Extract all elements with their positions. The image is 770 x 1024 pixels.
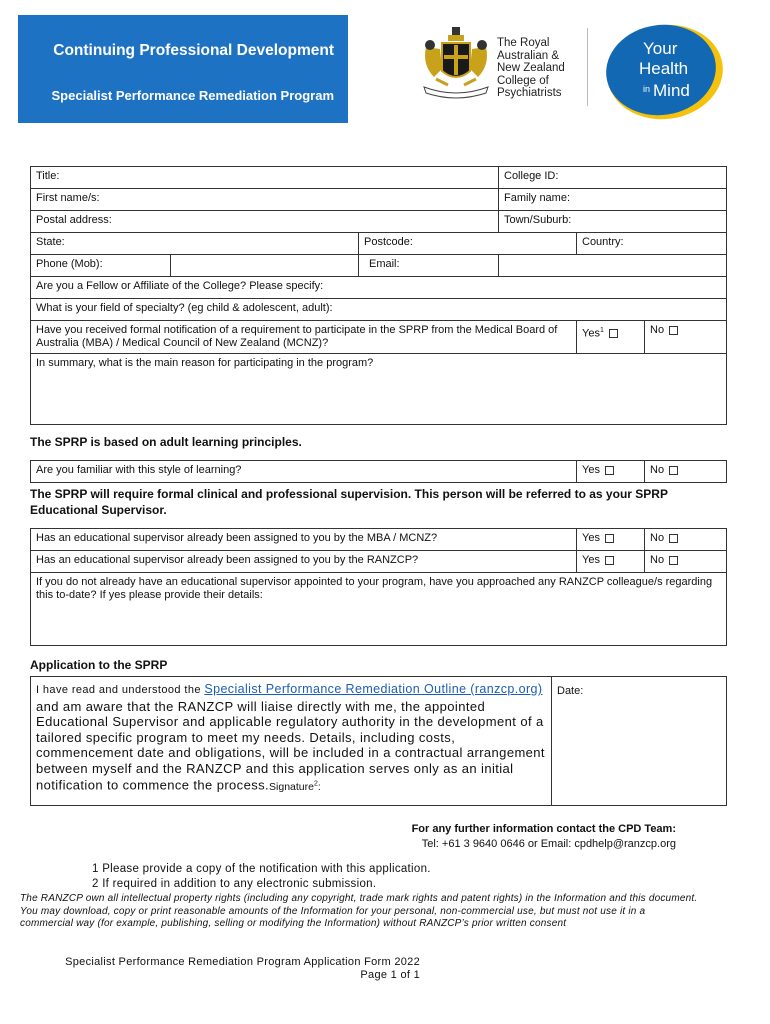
- checkbox[interactable]: [609, 329, 618, 338]
- checkbox[interactable]: [669, 534, 678, 543]
- legal-notice: The RANZCP own all intellectual property rights (including any copyright, trade mark rights and patent rights) in the Information and this document. You may download, copy or print reasonable amounts of the Information for your personal, non-commercial use, but must not use it in a commercial way (for example, publishing, selling or modifying the Information) without RANZCP’s prior written consent: [20, 893, 698, 929]
- notification-yes-option[interactable]: Yes$^1$: [577, 321, 645, 354]
- signature-label: Signature$^2$:: [269, 780, 321, 793]
- supervision-heading: The SPRP will require formal clinical and professional supervision. This person will be referred to as your SPRP Educational Supervisor.: [30, 487, 668, 517]
- college-id-field[interactable]: College ID:: [499, 167, 727, 189]
- personal-details-table: [30, 166, 727, 425]
- header-banner: [18, 15, 348, 123]
- email-label: Email:: [359, 255, 499, 277]
- fellow-field[interactable]: Are you a Fellow or Affiliate of the College? Please specify:: [31, 277, 727, 299]
- familiar-table: [30, 460, 727, 483]
- banner-title: Continuing Professional Development: [53, 42, 334, 59]
- checkbox[interactable]: [605, 466, 614, 475]
- title-field[interactable]: Title:: [31, 167, 499, 189]
- checkbox[interactable]: [669, 466, 678, 475]
- approached-field[interactable]: If you do not already have an educational supervisor appointed to your program, have you approached any RANZCP colleague/s regarding this to-date? If yes please provide their details:: [31, 573, 727, 646]
- checkbox[interactable]: [605, 534, 614, 543]
- checkbox[interactable]: [669, 556, 678, 565]
- familiar-no-option[interactable]: No: [645, 461, 727, 483]
- logo-word-mind: Mind: [653, 81, 690, 100]
- college-name: The Royal Australian & New Zealand College of Psychiatrists: [497, 37, 565, 99]
- footnote-1: 1 Please provide a copy of the notification with this application.: [92, 863, 431, 875]
- family-name-field[interactable]: Family name:: [499, 189, 727, 211]
- college-crest-icon: [420, 25, 492, 105]
- supervisor-ranzcp-yes-option[interactable]: Yes: [577, 551, 645, 573]
- logo-word-in: in: [643, 84, 651, 94]
- footnote-2: 2 If required in addition to any electronic submission.: [92, 878, 377, 890]
- postal-address-field[interactable]: Postal address:: [31, 211, 499, 233]
- postcode-field[interactable]: Postcode:: [359, 233, 577, 255]
- logo-word-your: Your: [643, 39, 678, 58]
- supervisor-mba-no-option[interactable]: No: [645, 529, 727, 551]
- logo-word-health: Health: [639, 59, 689, 78]
- your-health-in-mind-logo: [603, 24, 725, 124]
- checkbox[interactable]: [669, 326, 678, 335]
- sprp-outline-link[interactable]: Specialist Performance Remediation Outline (ranzcp.org): [204, 682, 543, 696]
- checkbox[interactable]: [605, 556, 614, 565]
- supervisor-ranzcp-no-option[interactable]: No: [645, 551, 727, 573]
- supervisor-mba-yes-option[interactable]: Yes: [577, 529, 645, 551]
- application-table: [30, 676, 727, 806]
- contact-block: [412, 822, 676, 852]
- town-field[interactable]: Town/Suburb:: [499, 211, 727, 233]
- supervisor-ranzcp-question: Has an educational supervisor already been assigned to you by the RANZCP?: [31, 551, 577, 573]
- email-input[interactable]: [499, 255, 727, 277]
- contact-details: Tel: +61 3 9640 0646 or Email: cpdhelp@ranzcp.org: [421, 838, 676, 850]
- phone-input[interactable]: [171, 255, 359, 277]
- country-field[interactable]: Country:: [577, 233, 727, 255]
- application-statement: I have read and understood the Specialist Performance Remediation Outline (ranzcp.org) and am aware that the RANZCP will liaise directly with me, the appointed Educational Supervisor and applicable regulatory authority in the development of a tailored specific program to meet my needs. Details, including costs, commencement date and obligations, will be included in a contractual arrangement between myself and the RANZCP and this application serves only as an initial notification to commence the process.Signature$^2$:: [31, 677, 552, 806]
- first-names-field[interactable]: First name/s:: [31, 189, 499, 211]
- page-footer: [20, 956, 420, 982]
- phone-label: Phone (Mob):: [31, 255, 171, 277]
- application-heading: Application to the SPRP: [30, 658, 168, 672]
- supervisor-mba-question: Has an educational supervisor already been assigned to you by the MBA / MCNZ?: [31, 529, 577, 551]
- adult-learning-heading: The SPRP is based on adult learning principles.: [30, 435, 302, 449]
- form-name: Specialist Performance Remediation Program Application Form 2022: [65, 956, 420, 968]
- familiar-question: Are you familiar with this style of learning?: [31, 461, 577, 483]
- notification-question: Have you received formal notification of a requirement to participate in the SPRP from the Medical Board of Australia (MBA) / Medical Council of New Zealand (MCNZ)?: [31, 321, 577, 354]
- contact-heading: For any further information contact the CPD Team:: [411, 823, 676, 835]
- supervisor-table: [30, 528, 727, 646]
- state-field[interactable]: State:: [31, 233, 359, 255]
- page-number: Page 1 of 1: [360, 969, 420, 981]
- notification-no-option[interactable]: No: [645, 321, 727, 354]
- summary-field[interactable]: In summary, what is the main reason for participating in the program?: [31, 354, 727, 425]
- date-field[interactable]: Date:: [552, 677, 727, 806]
- familiar-yes-option[interactable]: Yes: [577, 461, 645, 483]
- specialty-field[interactable]: What is your field of specialty? (eg child & adolescent, adult):: [31, 299, 727, 321]
- banner-subtitle: Specialist Performance Remediation Program: [51, 88, 334, 103]
- logo-divider: [587, 28, 588, 106]
